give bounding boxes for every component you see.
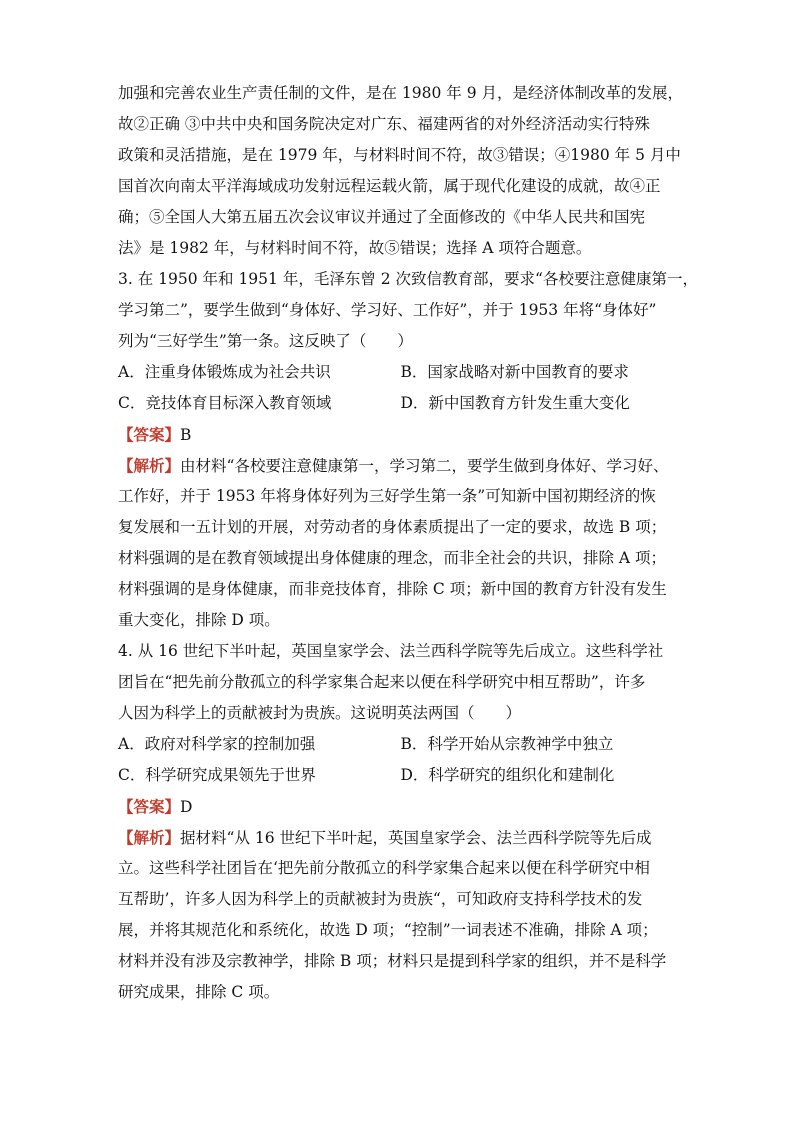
analysis-tag: 【解析】 — [118, 456, 181, 475]
option-c: C．科学研究成果领先于世界 — [118, 766, 316, 784]
answer-line — [118, 791, 683, 822]
question-stem: 列为“三好学生”第一条。这反映了（ ） — [118, 332, 413, 350]
option-a: A．注重身体锻炼成为社会共识 — [118, 363, 331, 381]
option-b: B．科学开始从宗教神学中独立 — [400, 735, 614, 753]
question-stem: 学习第二”，要学生做到“身体好、学习好、工作好”，并于 1953 年将“身体好” — [118, 301, 657, 319]
answer-line — [118, 419, 683, 450]
text-line: 政策和灵活措施，是在 1979 年，与材料时间不符，故③错误；④1980 年 5 月中 — [118, 146, 681, 164]
text-line: 法》是 1982 年，与材料时间不符，故⑤错误；选择 A 项符合题意。 — [118, 239, 592, 257]
question-stem: 4. 从 16 世纪下半叶起，英国皇家学会、法兰西科学院等先后成立。这些科学社 — [118, 642, 664, 660]
question-stem: 团旨在“把先前分散孤立的科学家集合起来以便在科学研究中相互帮助”，许多 — [118, 673, 646, 691]
question-4 — [118, 636, 683, 1008]
analysis-text: 互帮助’，许多人因为科学上的贡献被封为贵族“，可知政府支持科学技术的发 — [118, 890, 643, 908]
option-d: D．科学研究的组织化和建制化 — [400, 766, 615, 784]
analysis-text: 据材料“从 16 世纪下半叶起，英国皇家学会、法兰西科学院等先后成 — [180, 829, 652, 847]
question-stem: 3. 在 1950 年和 1951 年，毛泽东曾 2 次致信教育部，要求“各校要注意健康第一， — [118, 270, 698, 288]
option-c: C．竞技体育目标深入教育领域 — [118, 394, 332, 412]
analysis-text: 立。这些科学社团旨在‘把先前分散孤立的科学家集合起来以便在科学研究中相 — [118, 859, 650, 877]
analysis-tag: 【解析】 — [118, 828, 181, 847]
options-row — [118, 760, 683, 791]
analysis-text: 材料强调的是身体健康，而非竞技体育，排除 C 项；新中国的教育方针没有发生 — [118, 580, 667, 598]
answer-value: B — [180, 426, 192, 444]
option-d: D．新中国教育方针发生重大变化 — [400, 394, 630, 412]
analysis-text: 由材料“各校要注意健康第一，学习第二，要学生做到身体好、学习好、 — [180, 457, 669, 475]
analysis-line — [118, 822, 683, 853]
analysis-text: 复发展和一五计划的开展，对劳动者的身体素质提出了一定的要求，故选 B 项； — [118, 518, 667, 536]
options-row — [118, 729, 683, 760]
analysis-text: 研究成果，排除 C 项。 — [118, 983, 280, 1001]
analysis-text: 材料并没有涉及宗教神学，排除 B 项；材料只是提到科学家的组织，并不是科学 — [118, 952, 667, 970]
analysis-text: 材料强调的是在教育领域提出身体健康的理念，而非全社会的共识，排除 A 项； — [118, 549, 667, 567]
analysis-line — [118, 450, 683, 481]
text-line: 加强和完善农业生产责任制的文件，是在 1980 年 9 月，是经济体制改革的发展， — [118, 84, 684, 102]
previous-analysis — [118, 78, 683, 264]
option-b: B．国家战略对新中国教育的要求 — [400, 363, 629, 381]
options-row — [118, 357, 683, 388]
text-line: 确；⑤全国人大第五届五次会议审议并通过了全面修改的《中华人民共和国宪 — [118, 208, 646, 226]
analysis-text: 展，并将其规范化和系统化，故选 D 项；“控制”一词表述不准确，排除 A 项； — [118, 921, 658, 939]
answer-tag: 【答案】 — [118, 797, 181, 816]
question-stem: 人因为科学上的贡献被封为贵族。这说明英法两国（ ） — [118, 704, 522, 722]
option-a: A．政府对科学家的控制加强 — [118, 735, 316, 753]
options-row — [118, 388, 683, 419]
answer-tag: 【答案】 — [118, 425, 181, 444]
analysis-text: 重大变化，排除 D 项。 — [118, 611, 280, 629]
question-3 — [118, 264, 698, 636]
document-page — [118, 78, 698, 1008]
answer-value: D — [180, 798, 193, 816]
analysis-text: 工作好，并于 1953 年将身体好列为三好学生第一条”可知新中国初期经济的恢 — [118, 487, 656, 505]
text-line: 国首次向南太平洋海域成功发射远程运载火箭，属于现代化建设的成就，故④正 — [118, 177, 661, 195]
text-line: 故②正确 ③中共中央和国务院决定对广东、福建两省的对外经济活动实行特殊 — [118, 115, 650, 133]
